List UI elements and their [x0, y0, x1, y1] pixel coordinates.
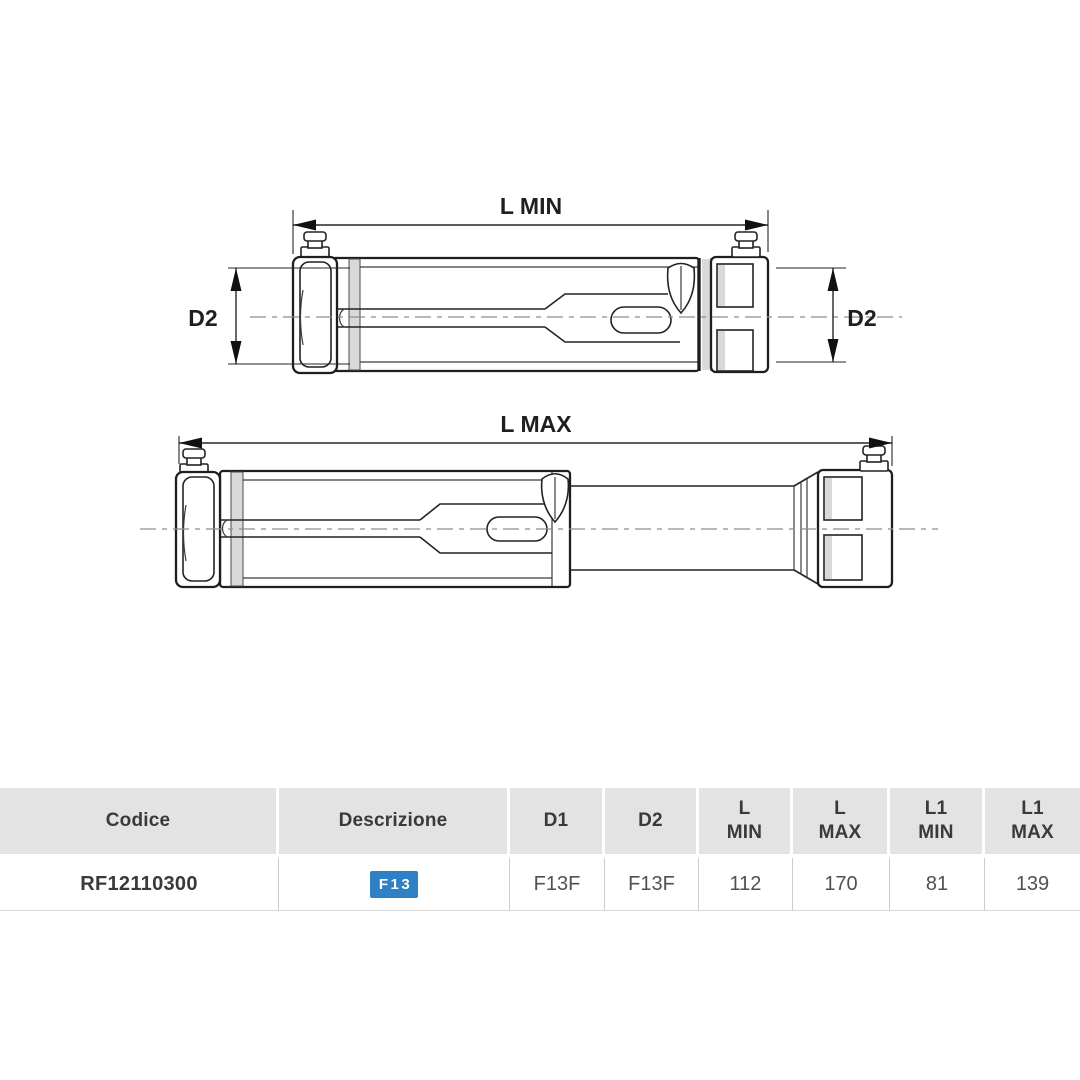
dimension-label-d2-left: D2 [188, 305, 218, 331]
table-row [0, 858, 1080, 911]
prop-body-extended [176, 446, 892, 587]
dimension-l-min [293, 193, 768, 254]
tube-left-band [349, 259, 360, 370]
dimension-d2-right [776, 268, 877, 362]
cell-l-min: 112 [699, 858, 793, 910]
column-header-l1-max: L1 MAX [985, 788, 1080, 854]
column-header-l1-min: L1 MIN [890, 788, 985, 854]
spec-table-header [0, 788, 1080, 854]
spec-table [0, 788, 1080, 911]
fork-slot [611, 307, 671, 333]
cell-l1-min: 81 [890, 858, 985, 910]
series-badge-f13[interactable]: F13 [370, 871, 418, 898]
cell-codice: RF12110300 [0, 858, 279, 910]
dimension-label-d2-right: D2 [847, 305, 877, 331]
column-header-l-max: L MAX [793, 788, 890, 854]
column-header-d2: D2 [605, 788, 699, 854]
extended-inner-tube [570, 472, 818, 584]
grease-nipple-right [860, 446, 888, 471]
dimension-label-l-max: L MAX [500, 411, 572, 437]
column-header-descrizione: Descrizione [279, 788, 510, 854]
column-header-d1: D1 [510, 788, 605, 854]
prop-body-closed [293, 232, 768, 373]
column-header-codice: Codice [0, 788, 279, 854]
grease-nipple-left [301, 232, 329, 257]
view-l-max [140, 411, 938, 587]
cell-l-max: 170 [793, 858, 890, 910]
cell-descrizione [279, 858, 510, 910]
dimension-l-max [179, 411, 892, 466]
cell-d2: F13F [605, 858, 699, 910]
cell-l1-max: 139 [985, 858, 1080, 910]
column-header-l-min: L MIN [699, 788, 793, 854]
dimension-label-l-min: L MIN [499, 193, 563, 219]
grease-nipple-right [732, 232, 760, 257]
cell-d1: F13F [510, 858, 605, 910]
grease-nipple-left [180, 449, 208, 474]
view-l-min [188, 193, 902, 373]
